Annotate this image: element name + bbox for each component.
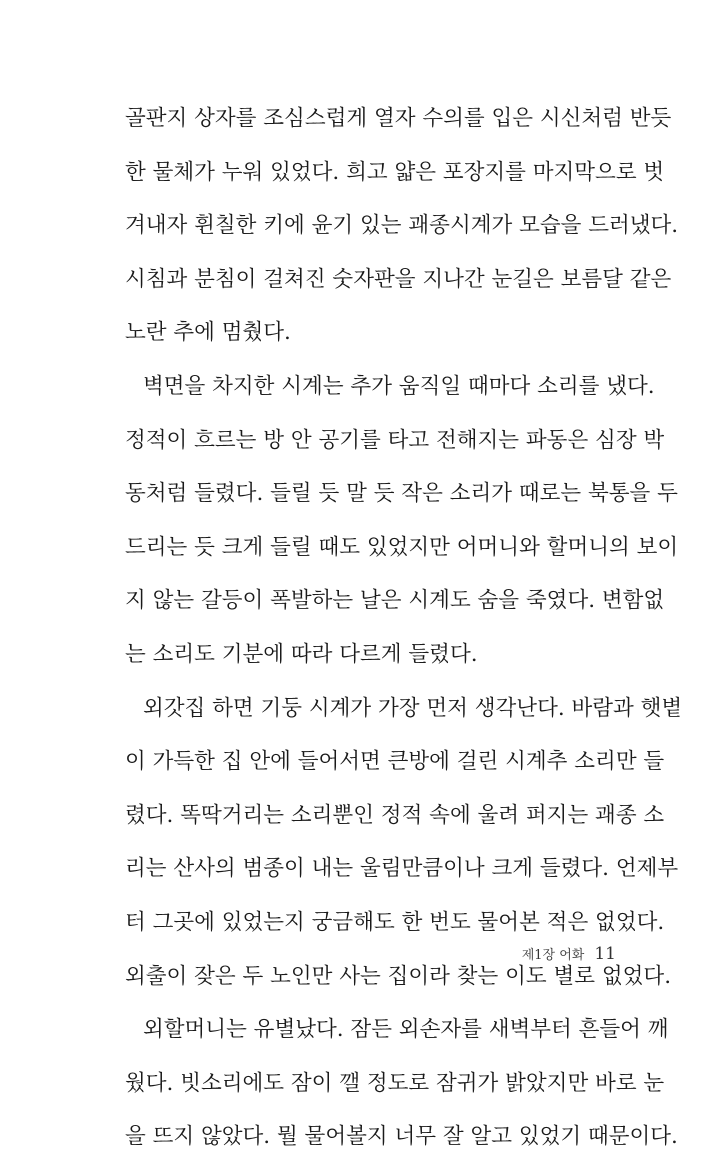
chapter-title: 제1장 어화 [521, 948, 585, 963]
text-line: 지 않는 갈등이 폭발하는 날은 시계도 숨을 죽였다. 변함없 [125, 588, 665, 614]
text-line: 을 뜨지 않았다. 뭘 물어볼지 너무 잘 알고 있었기 때문이다. [125, 1124, 678, 1150]
text-line: 골판지 상자를 조심스럽게 열자 수의를 입은 시신처럼 반듯 [125, 106, 672, 131]
text-line: 외출이 잦은 두 노인만 사는 집이라 찾는 이도 별로 없었다. [125, 963, 672, 989]
page-number: 11 [594, 944, 616, 964]
text-line: 터 그곳에 있었는지 궁금해도 한 번도 물어본 적은 없었다. [125, 909, 665, 935]
text-line: 리는 산사의 범종이 내는 울림만큼이나 크게 들렸다. 언제부 [125, 856, 679, 882]
text-line: 정적이 흐르는 방 안 공기를 타고 전해지는 파동은 심장 박 [125, 427, 665, 453]
text-line: 동처럼 들렸다. 들릴 듯 말 듯 작은 소리가 때로는 북통을 두 [125, 481, 678, 507]
text-line: 겨내자 휜칠한 키에 윤기 있는 괘종시계가 모습을 드러냈다. [125, 213, 679, 239]
text-line: 이 가득한 집 안에 들어서면 큰방에 걸린 시계추 소리만 들 [125, 749, 665, 775]
page-footer [522, 944, 616, 964]
text-line: 시침과 분침이 걸쳐진 숫자판을 지나간 눈길은 보름달 같은 [125, 266, 672, 292]
text-line: 렸다. 똑딱거리는 소리뿐인 정적 속에 울려 퍼지는 괘종 소 [125, 802, 665, 828]
text-line: 외할머니는 유별났다. 잠든 외손자를 새벽부터 흔들어 깨 [143, 1017, 669, 1043]
text-line: 벽면을 차지한 시계는 추가 움직일 때마다 소리를 냈다. [143, 373, 655, 399]
text-line: 노란 추에 멈췄다. [125, 320, 291, 346]
body-text [125, 92, 683, 1164]
text-line: 웠다. 빗소리에도 잠이 깰 정도로 잠귀가 밝았지만 바로 눈 [125, 1070, 665, 1096]
text-line: 외갓집 하면 기둥 시계가 가장 먼저 생각난다. 바람과 햇볕 [143, 695, 683, 721]
text-line: 는 소리도 기분에 따라 다르게 들렸다. [125, 641, 478, 667]
text-line: 드리는 듯 크게 들릴 때도 있었지만 어머니와 할머니의 보이 [125, 534, 679, 560]
text-line: 한 물체가 누워 있었다. 희고 얇은 포장지를 마지막으로 벗 [125, 159, 665, 185]
